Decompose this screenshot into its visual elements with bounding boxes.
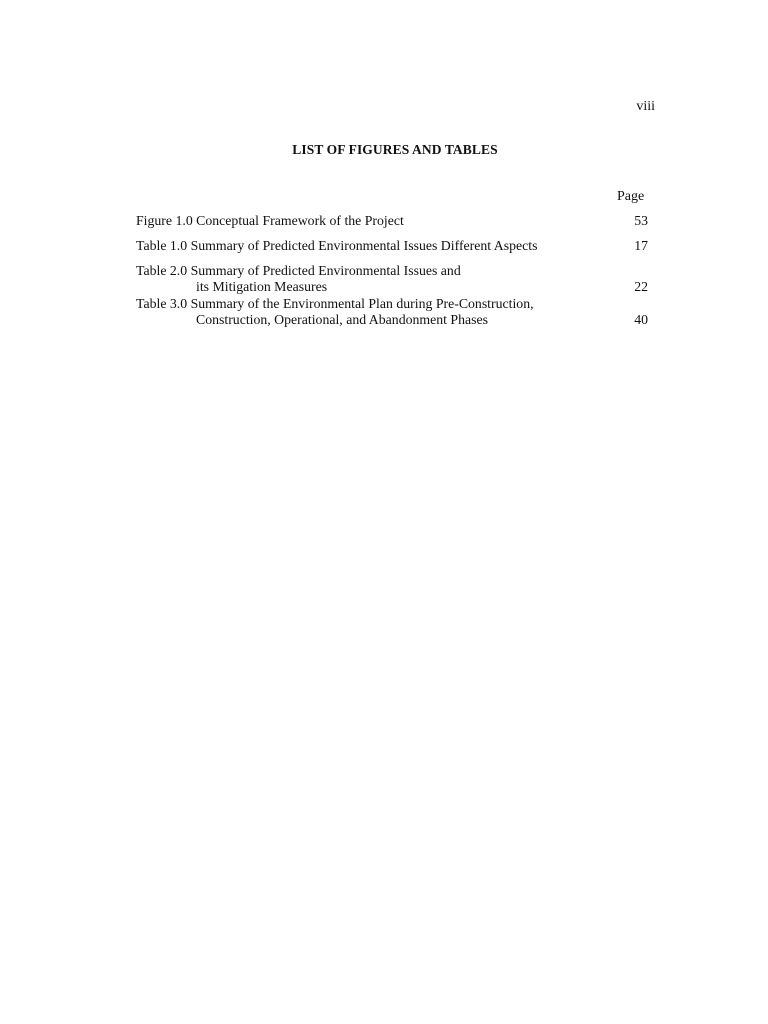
list-entry-table-1 [136,238,648,254]
entry-label: Table 2.0 [136,263,188,278]
entry-line [136,296,648,312]
entry-line [136,213,648,229]
entry-page-number: 40 [634,312,648,327]
list-entry-figure-1 [136,213,648,229]
entry-label: Table 3.0 [136,296,188,311]
entry-line [136,279,648,295]
entry-label: Figure 1.0 [136,213,193,228]
entry-title-continued: Construction, Operational, and Abandonment Phases [196,312,488,327]
entry-title: Conceptual Framework of the Project [196,213,404,228]
page-column-label: Page [617,189,645,204]
entry-line [136,238,648,254]
entry-line [136,263,648,279]
list-entry-table-3 [136,296,648,328]
entry-title: Summary of the Environmental Plan during Pre-Construction, [190,296,534,311]
entry-page-number: 53 [634,213,648,228]
entry-label: Table 1.0 [136,238,188,253]
entry-line [136,312,648,328]
entry-page-number: 17 [634,238,648,253]
page-number: viii [636,99,655,114]
entry-title: Summary of Predicted Environmental Issues and [190,263,461,278]
entry-page-number: 22 [634,279,648,294]
entry-title-continued: its Mitigation Measures [196,279,328,294]
page-heading: LIST OF FIGURES AND TABLES [292,142,498,157]
entry-title: Summary of Predicted Environmental Issues Different Aspects [190,238,538,253]
list-entry-table-2 [136,263,648,295]
